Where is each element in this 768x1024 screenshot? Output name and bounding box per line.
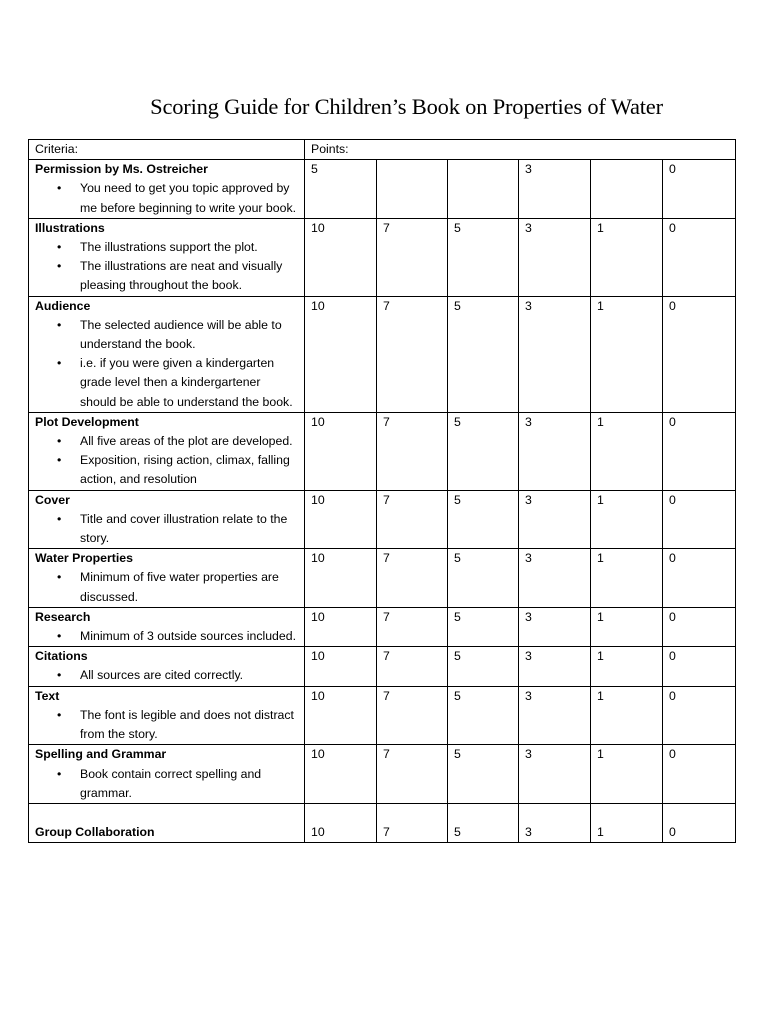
point-cell: 10 (305, 607, 377, 646)
point-cell: 0 (663, 607, 736, 646)
criterion-bullet: • The illustrations are neat and visually pleasing throughout the book. (80, 257, 298, 295)
point-cell: 10 (305, 490, 377, 549)
point-cell: 1 (591, 296, 663, 412)
criterion-row-group-collaboration (29, 803, 736, 842)
point-cell: 10 (305, 647, 377, 686)
criterion-name: Group Collaboration (35, 824, 155, 839)
point-cell (305, 803, 377, 842)
point-cell (448, 803, 519, 842)
point-cell: 5 (448, 218, 519, 296)
criterion-bullet: • You need to get you topic approved by me before beginning to write your book. (80, 179, 298, 217)
criterion-cell (29, 803, 305, 842)
point-cell: 10 (305, 296, 377, 412)
point-value: 5 (454, 824, 461, 839)
criterion-bullets (35, 179, 298, 217)
point-cell: 1 (591, 218, 663, 296)
criteria-header: Criteria: (29, 140, 305, 160)
criterion-cell (29, 745, 305, 804)
point-cell: 3 (519, 647, 591, 686)
point-cell: 3 (519, 412, 591, 490)
point-cell (663, 803, 736, 842)
criterion-cell (29, 412, 305, 490)
point-cell: 7 (377, 218, 448, 296)
criterion-name: Permission by Ms. Ostreicher (35, 162, 208, 177)
criterion-name: Plot Development (35, 414, 139, 429)
point-cell: 10 (305, 686, 377, 745)
criterion-row (29, 218, 736, 296)
criterion-row (29, 686, 736, 745)
criterion-row (29, 647, 736, 686)
criterion-bullets (35, 627, 298, 646)
points-header: Points: (305, 140, 736, 160)
page-title: Scoring Guide for Children’s Book on Properties of Water (150, 94, 663, 119)
criterion-bullets (35, 706, 298, 744)
point-cell: 1 (591, 647, 663, 686)
point-cell: 7 (377, 607, 448, 646)
point-cell: 3 (519, 745, 591, 804)
criterion-bullets (35, 510, 298, 548)
point-cell: 5 (305, 160, 377, 219)
point-cell: 0 (663, 490, 736, 549)
point-cell: 5 (448, 607, 519, 646)
criterion-name: Water Properties (35, 551, 133, 566)
point-cell: 0 (663, 412, 736, 490)
criterion-row (29, 490, 736, 549)
point-cell: 3 (519, 296, 591, 412)
criterion-cell (29, 686, 305, 745)
criterion-cell (29, 218, 305, 296)
point-cell: 1 (591, 490, 663, 549)
point-value: 7 (383, 824, 390, 839)
criterion-name: Illustrations (35, 220, 105, 235)
criterion-bullet: • Book contain correct spelling and grammar. (80, 765, 298, 803)
point-cell: 7 (377, 549, 448, 608)
point-cell: 3 (519, 686, 591, 745)
point-cell: 7 (377, 490, 448, 549)
criterion-row (29, 549, 736, 608)
point-cell: 5 (448, 745, 519, 804)
point-cell: 0 (663, 296, 736, 412)
point-cell: 5 (448, 412, 519, 490)
criterion-bullets (35, 238, 298, 296)
point-cell: 7 (377, 296, 448, 412)
point-cell: 5 (448, 296, 519, 412)
header-row (29, 140, 736, 160)
criterion-cell (29, 549, 305, 608)
point-cell: 10 (305, 549, 377, 608)
point-value: 0 (669, 824, 676, 839)
criterion-bullets (35, 765, 298, 803)
criterion-row (29, 607, 736, 646)
criterion-bullet: • Exposition, rising action, climax, falling action, and resolution (80, 451, 298, 489)
point-cell: 5 (448, 647, 519, 686)
point-cell: 1 (591, 745, 663, 804)
criterion-bullet: • Title and cover illustration relate to the story. (80, 510, 298, 548)
criterion-name: Spelling and Grammar (35, 747, 167, 762)
criterion-cell (29, 160, 305, 219)
point-cell: 0 (663, 745, 736, 804)
point-cell: 7 (377, 745, 448, 804)
point-cell: 1 (591, 549, 663, 608)
point-cell (519, 803, 591, 842)
criterion-row (29, 160, 736, 219)
criterion-cell (29, 647, 305, 686)
criterion-bullets (35, 316, 298, 412)
criterion-cell (29, 296, 305, 412)
point-cell: 3 (519, 218, 591, 296)
criterion-bullet: • Minimum of five water properties are discussed. (80, 568, 298, 606)
criterion-bullet: • All five areas of the plot are developed. (80, 432, 298, 451)
point-value: 10 (311, 824, 325, 839)
point-cell (377, 803, 448, 842)
criterion-name: Cover (35, 492, 70, 507)
criterion-cell (29, 607, 305, 646)
point-cell: 10 (305, 218, 377, 296)
point-cell (448, 160, 519, 219)
point-cell: 1 (591, 607, 663, 646)
point-cell: 10 (305, 412, 377, 490)
criterion-bullets (35, 432, 298, 490)
criterion-bullet: • The illustrations support the plot. (80, 238, 298, 257)
criterion-name: Audience (35, 298, 91, 313)
criterion-bullet: • The selected audience will be able to understand the book. (80, 316, 298, 354)
point-value: 3 (525, 824, 532, 839)
criterion-bullets (35, 568, 298, 606)
point-value: 1 (597, 824, 604, 839)
point-cell: 0 (663, 160, 736, 219)
point-cell: 3 (519, 607, 591, 646)
criterion-bullet: • All sources are cited correctly. (80, 666, 298, 685)
scoring-table (28, 139, 736, 843)
point-cell: 10 (305, 745, 377, 804)
point-cell: 0 (663, 218, 736, 296)
point-cell: 3 (519, 549, 591, 608)
criterion-bullet: • i.e. if you were given a kindergarten grade level then a kindergartener should be able to understand the book. (80, 354, 298, 412)
point-cell: 0 (663, 686, 736, 745)
point-cell: 7 (377, 686, 448, 745)
point-cell: 1 (591, 412, 663, 490)
criterion-name: Research (35, 609, 91, 624)
criterion-row (29, 745, 736, 804)
point-cell: 7 (377, 647, 448, 686)
point-cell: 1 (591, 686, 663, 745)
point-cell: 0 (663, 647, 736, 686)
point-cell (591, 160, 663, 219)
point-cell: 3 (519, 160, 591, 219)
point-cell: 3 (519, 490, 591, 549)
criterion-name: Citations (35, 649, 88, 664)
point-cell (591, 803, 663, 842)
point-cell (377, 160, 448, 219)
point-cell: 0 (663, 549, 736, 608)
criterion-name: Text (35, 688, 60, 703)
criterion-cell (29, 490, 305, 549)
point-cell: 5 (448, 549, 519, 608)
criterion-bullet: • The font is legible and does not distract from the story. (80, 706, 298, 744)
criterion-row (29, 412, 736, 490)
criterion-row (29, 296, 736, 412)
point-cell: 5 (448, 686, 519, 745)
point-cell: 5 (448, 490, 519, 549)
criterion-bullet: • Minimum of 3 outside sources included. (80, 627, 298, 646)
point-cell: 7 (377, 412, 448, 490)
criterion-bullets (35, 666, 298, 685)
